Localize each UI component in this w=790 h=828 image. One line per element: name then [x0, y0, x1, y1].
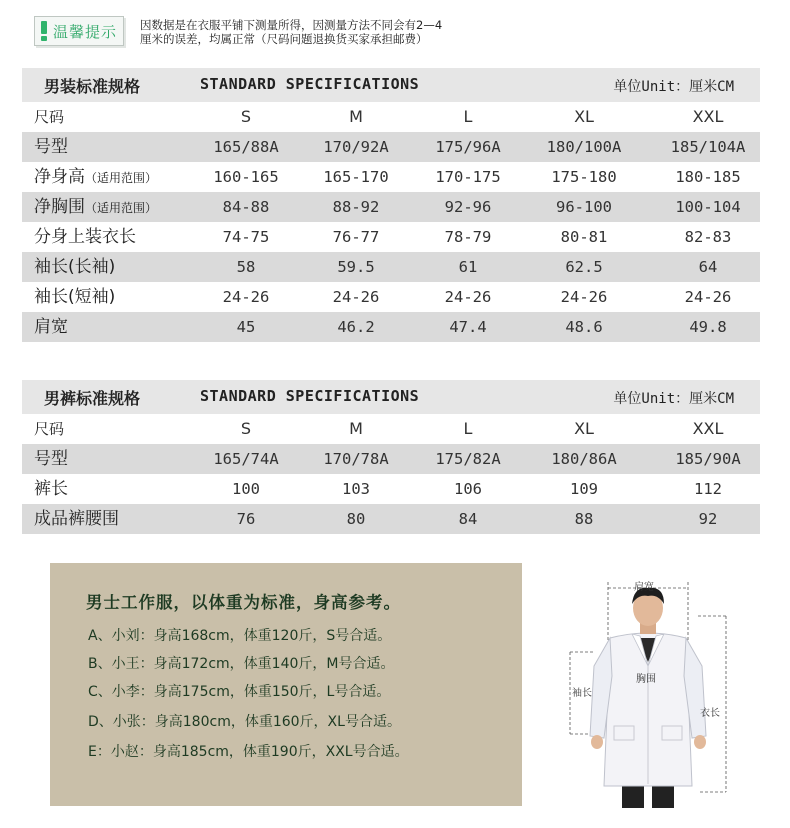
- table-cell: 165/88A: [213, 138, 279, 156]
- chest-label: 胸围: [636, 674, 656, 685]
- reference-line: A、小刘：身高168cm，体重120斤，S号合适。: [88, 628, 392, 644]
- table-unit: 单位Unit：厘米CM: [613, 79, 734, 95]
- reference-line: C、小李：身高175cm，体重150斤，L号合适。: [88, 684, 391, 700]
- row-label: [34, 474, 68, 504]
- reference-line: E：小赵：身高185cm，体重190斤，XXL号合适。: [88, 744, 409, 760]
- table-cell: 88-92: [332, 198, 380, 216]
- exclamation-icon: [41, 21, 47, 41]
- table-cell: 96-100: [556, 198, 612, 216]
- table-cell: 82-83: [684, 228, 732, 246]
- row-label: [34, 444, 68, 474]
- table-cell: 165/74A: [213, 450, 279, 468]
- sleeve-length-label: 袖长: [572, 688, 592, 699]
- table-row: [22, 162, 760, 192]
- row-label: [34, 414, 64, 444]
- row-label-text: 尺码: [34, 108, 65, 126]
- row-label: [34, 132, 68, 162]
- table-cell: 46.2: [337, 318, 375, 336]
- table-row: [22, 252, 760, 282]
- row-label-note: （适用范围）: [85, 171, 158, 185]
- table-cell: 109: [570, 480, 598, 498]
- notice-badge: [34, 16, 124, 46]
- measurement-figure: [560, 576, 750, 812]
- table-cell: 175-180: [551, 168, 617, 186]
- table-cell: 165-170: [323, 168, 389, 186]
- table-header: [22, 380, 760, 414]
- notice-line-2: 厘米的误差，均属正常（尺码问题退换货买家承担邮费）: [140, 32, 428, 46]
- table-cell: 92-96: [444, 198, 492, 216]
- table-cell: 185/90A: [675, 450, 741, 468]
- table-cell: S: [240, 107, 252, 126]
- table-title-en: STANDARD SPECIFICATIONS: [200, 75, 420, 93]
- table-cell: 92: [698, 510, 718, 528]
- table-unit: 单位Unit：厘米CM: [613, 391, 734, 407]
- notice-text: [140, 18, 520, 46]
- table-cell: 175/96A: [435, 138, 501, 156]
- size-reference-box: [50, 563, 522, 806]
- table-cell: 58: [236, 258, 256, 276]
- row-label: [34, 312, 68, 342]
- table-cell: 80-81: [560, 228, 608, 246]
- table-cell: 160-165: [213, 168, 279, 186]
- table-cell: XXL: [692, 107, 724, 126]
- table-cell: 88: [574, 510, 594, 528]
- table-cell: XXL: [692, 419, 724, 438]
- table-body: [22, 414, 760, 534]
- row-label: [34, 192, 157, 222]
- table-cell: S: [240, 419, 252, 438]
- notice-line-1: 因数据是在衣服平铺下测量所得，因测量方法不同会有2—4: [140, 18, 443, 32]
- table-row: [22, 444, 760, 474]
- table-cell: 84: [458, 510, 478, 528]
- table-cell: 180-185: [675, 168, 741, 186]
- table-cell: 74-75: [222, 228, 270, 246]
- notice-title: 温馨提示: [53, 22, 118, 41]
- reference-line: B、小王：身高172cm，体重140斤，M号合适。: [88, 656, 395, 672]
- table-cell: 180/86A: [551, 450, 617, 468]
- table-cell: 61: [458, 258, 478, 276]
- table-cell: XL: [574, 107, 594, 126]
- table-cell: 112: [694, 480, 722, 498]
- row-label-text: 袖长(长袖): [34, 257, 116, 277]
- row-label: [34, 102, 64, 132]
- table-row: [22, 222, 760, 252]
- table-row: [22, 504, 760, 534]
- table-cell: 180/100A: [546, 138, 622, 156]
- row-label-text: 裤长: [34, 479, 68, 499]
- table-cell: 49.8: [689, 318, 727, 336]
- table-cell: 76: [236, 510, 256, 528]
- table-cell: M: [349, 107, 363, 126]
- table-cell: L: [463, 419, 473, 438]
- reference-line: D、小张：身高180cm，体重160斤，XL号合适。: [88, 714, 401, 730]
- table-row: [22, 312, 760, 342]
- row-label-text: 净胸围: [34, 197, 85, 217]
- table-cell: 24-26: [684, 288, 732, 306]
- table-cell: 170/92A: [323, 138, 389, 156]
- row-label-text: 成品裤腰围: [34, 509, 119, 529]
- table-cell: 76-77: [332, 228, 380, 246]
- table-cell: 24-26: [444, 288, 492, 306]
- table-header: [22, 68, 760, 102]
- row-label-text: 袖长(短袖): [34, 287, 116, 307]
- table-title-cn: 男装标准规格: [44, 77, 141, 96]
- men-pants-spec-table: [22, 380, 760, 534]
- reference-title: 男士工作服，以体重为标准，身高参考。: [86, 593, 401, 612]
- row-label-text: 号型: [34, 449, 68, 469]
- table-row: [22, 192, 760, 222]
- row-label: [34, 504, 119, 534]
- row-label-note: （适用范围）: [85, 201, 158, 215]
- row-label: [34, 252, 115, 282]
- table-cell: 24-26: [222, 288, 270, 306]
- table-cell: 48.6: [565, 318, 603, 336]
- table-cell: 62.5: [565, 258, 603, 276]
- shoulder-width-label: 肩宽: [634, 582, 654, 593]
- table-cell: 84-88: [222, 198, 270, 216]
- table-cell: 80: [346, 510, 366, 528]
- table-cell: 175/82A: [435, 450, 501, 468]
- size-header-row: [22, 102, 760, 132]
- row-label-text: 分身上装衣长: [34, 227, 136, 247]
- table-row: [22, 132, 760, 162]
- row-label-text: 净身高: [34, 167, 85, 187]
- table-title-en: STANDARD SPECIFICATIONS: [200, 387, 420, 405]
- table-cell: L: [463, 107, 473, 126]
- row-label-text: 肩宽: [34, 317, 68, 337]
- table-cell: 24-26: [332, 288, 380, 306]
- table-cell: 64: [698, 258, 718, 276]
- table-cell: 47.4: [449, 318, 487, 336]
- table-cell: 100: [232, 480, 260, 498]
- table-cell: 24-26: [560, 288, 608, 306]
- table-cell: 103: [342, 480, 370, 498]
- table-cell: 59.5: [337, 258, 375, 276]
- table-cell: XL: [574, 419, 594, 438]
- coat-length-label: 衣长: [700, 708, 720, 719]
- table-cell: 185/104A: [670, 138, 746, 156]
- row-label: [34, 222, 136, 252]
- table-cell: 100-104: [675, 198, 741, 216]
- row-label: [34, 162, 157, 192]
- row-label-text: 尺码: [34, 420, 65, 438]
- men-top-spec-table: [22, 68, 760, 342]
- table-row: [22, 282, 760, 312]
- row-label: [34, 282, 115, 312]
- table-cell: 170/78A: [323, 450, 389, 468]
- table-cell: 45: [236, 318, 256, 336]
- table-title-cn: 男裤标准规格: [44, 389, 141, 408]
- table-cell: 170-175: [435, 168, 501, 186]
- size-header-row: [22, 414, 760, 444]
- table-body: [22, 102, 760, 342]
- table-cell: 78-79: [444, 228, 492, 246]
- table-cell: M: [349, 419, 363, 438]
- table-row: [22, 474, 760, 504]
- row-label-text: 号型: [34, 137, 68, 157]
- table-cell: 106: [454, 480, 482, 498]
